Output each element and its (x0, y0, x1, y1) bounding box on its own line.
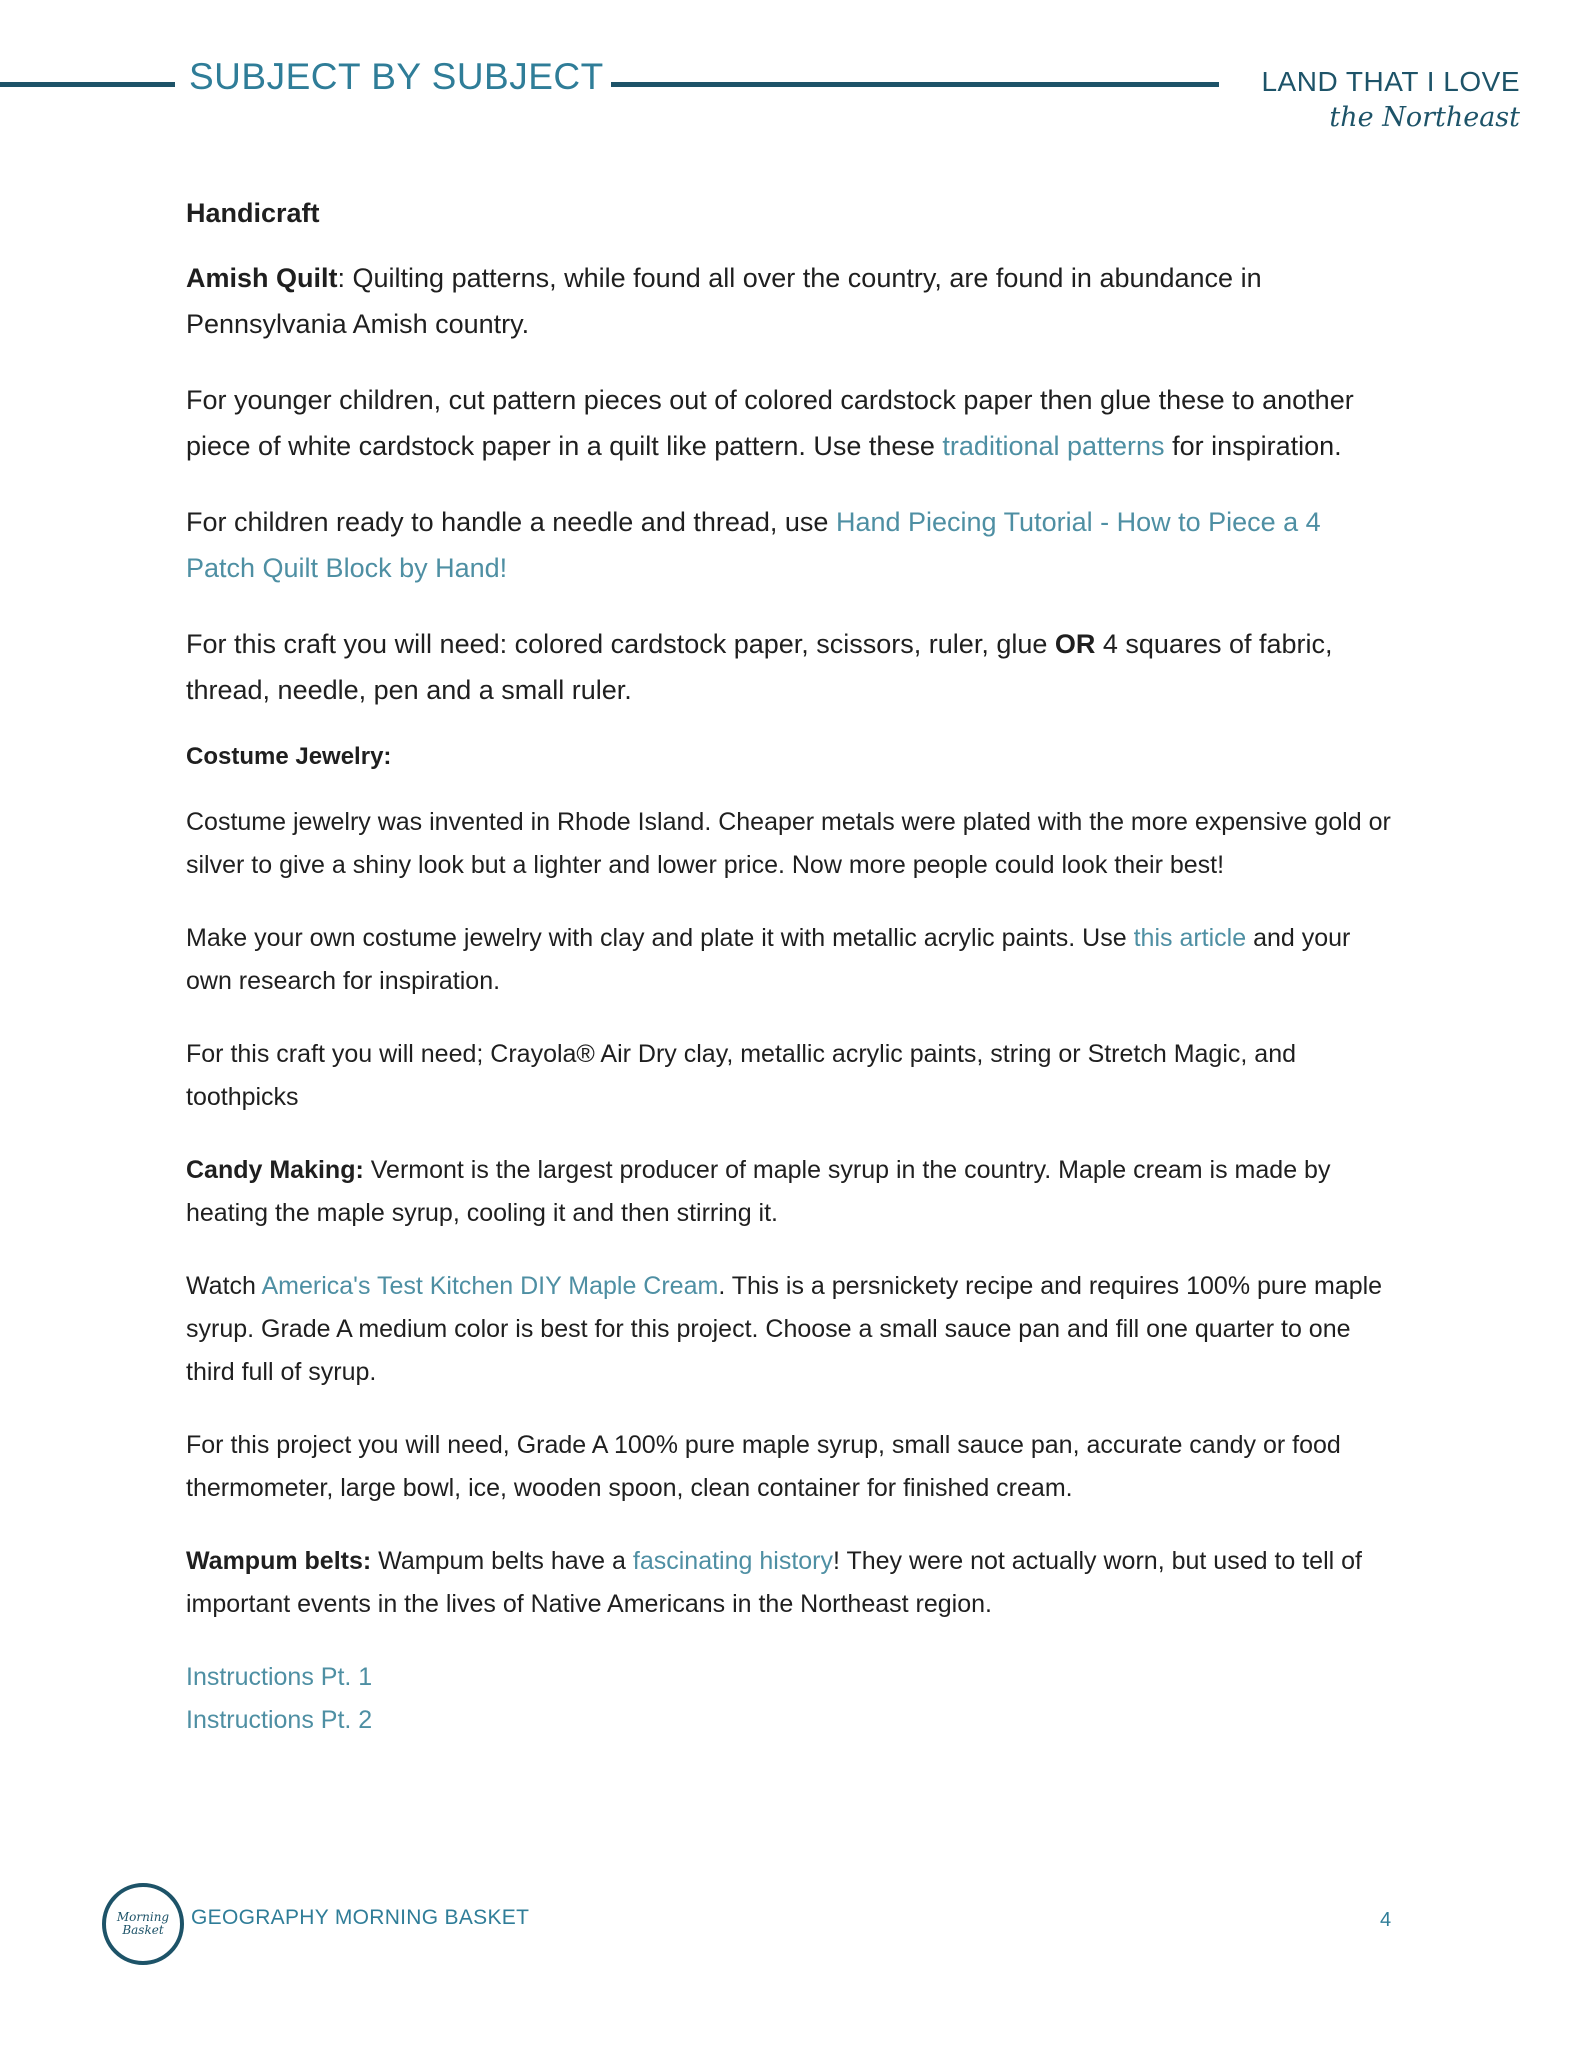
needle-thread-text: For children ready to handle a needle and thread, use (186, 507, 836, 537)
candy-supplies-paragraph: For this project you will need, Grade A 100% pure maple syrup, small sauce pan, accurate candy or food thermometer, large bowl, ice, wooden spoon, clean container for finished cream. (186, 1431, 1341, 1502)
instructions-pt2-link[interactable]: Instructions Pt. 2 (186, 1706, 373, 1734)
younger-children-text: For younger children, cut pattern pieces out of colored cardstock paper then glue these to another piece of white cardstock paper in a quilt like pattern. Use these (186, 385, 1354, 461)
page-number: 4 (1380, 1909, 1392, 1931)
morning-basket-logo (102, 1883, 184, 1965)
amish-quilt-label: Amish Quilt (186, 263, 338, 293)
logo-text: Morning Basket (116, 1910, 170, 1937)
amish-quilt-paragraph (186, 255, 1396, 347)
candy-making-paragraph (186, 1149, 1396, 1235)
quilt-supplies-text: For this craft you will need: colored cardstock paper, scissors, ruler, glue (186, 629, 1055, 659)
amish-quilt-text: : Quilting patterns, while found all over the country, are found in abundance in Pennsylvania Amish country. (186, 263, 1262, 339)
maple-cream-video-link[interactable]: America's Test Kitchen DIY Maple Cream (261, 1272, 719, 1300)
wampum-paragraph (186, 1540, 1396, 1626)
wampum-text: Wampum belts have a (371, 1547, 633, 1575)
candy-making-label: Candy Making: (186, 1156, 364, 1184)
costume-jewelry-heading: Costume Jewelry: (186, 743, 392, 770)
younger-children-paragraph (186, 377, 1396, 469)
quilt-supplies-text-end: 4 squares of fabric, thread, needle, pen and a small ruler. (186, 629, 1333, 705)
instructions-links (186, 1656, 1396, 1742)
this-article-link[interactable]: this article (1133, 924, 1247, 952)
wampum-text-end: ! They were not actually worn, but used to tell of important events in the lives of Native Americans in the Northeast region. (186, 1547, 1362, 1618)
candy-making-text: Vermont is the largest producer of maple syrup in the country. Maple cream is made by heating the maple syrup, cooling it and then stirring it. (186, 1156, 1331, 1227)
jewelry-supplies-paragraph: For this craft you will need; Crayola® Air Dry clay, metallic acrylic paints, string or Stretch Magic, and toothpicks (186, 1040, 1296, 1111)
header-rule-middle (611, 82, 1219, 87)
younger-children-text-end: for inspiration. (1164, 431, 1342, 461)
quilt-supplies-paragraph (186, 621, 1396, 713)
jewelry-intro-paragraph: Costume jewelry was invented in Rhode Island. Cheaper metals were plated with the more expensive gold or silver to give a shiny look but a lighter and lower price. Now more people could look their best! (186, 808, 1391, 879)
quilt-supplies-or: OR (1054, 629, 1096, 659)
jewelry-make-text: Make your own costume jewelry with clay and plate it with metallic acrylic paints. Use (186, 924, 1134, 952)
brand-subtitle: the Northeast (1329, 102, 1520, 133)
brand-title: LAND THAT I LOVE (1261, 66, 1520, 97)
handicraft-heading: Handicraft (186, 198, 320, 228)
maple-cream-text: Watch (186, 1272, 262, 1300)
hand-piecing-tutorial-link[interactable]: Hand Piecing Tutorial - How to Piece a 4 Patch Quilt Block by Hand! (186, 507, 1321, 583)
needle-thread-paragraph (186, 499, 1396, 591)
header-brand (1261, 66, 1520, 133)
page-content (186, 198, 1396, 1742)
maple-cream-text-end: . This is a persnickety recipe and requires 100% pure maple syrup. Grade A medium color is best for this project. Choose a small sauce pan and fill one quarter to one third full of syrup. (186, 1272, 1383, 1386)
jewelry-make-text-end: and your own research for inspiration. (186, 924, 1351, 995)
header-rule-left (0, 82, 175, 87)
section-title: SUBJECT BY SUBJECT (189, 56, 604, 97)
wampum-label: Wampum belts: (186, 1547, 372, 1575)
instructions-pt1-link[interactable]: Instructions Pt. 1 (186, 1663, 373, 1691)
footer-brand: GEOGRAPHY MORNING BASKET (191, 1906, 530, 1929)
maple-cream-paragraph (186, 1265, 1396, 1394)
traditional-patterns-link[interactable]: traditional patterns (942, 431, 1165, 461)
jewelry-make-paragraph (186, 917, 1396, 1003)
fascinating-history-link[interactable]: fascinating history (632, 1547, 833, 1575)
